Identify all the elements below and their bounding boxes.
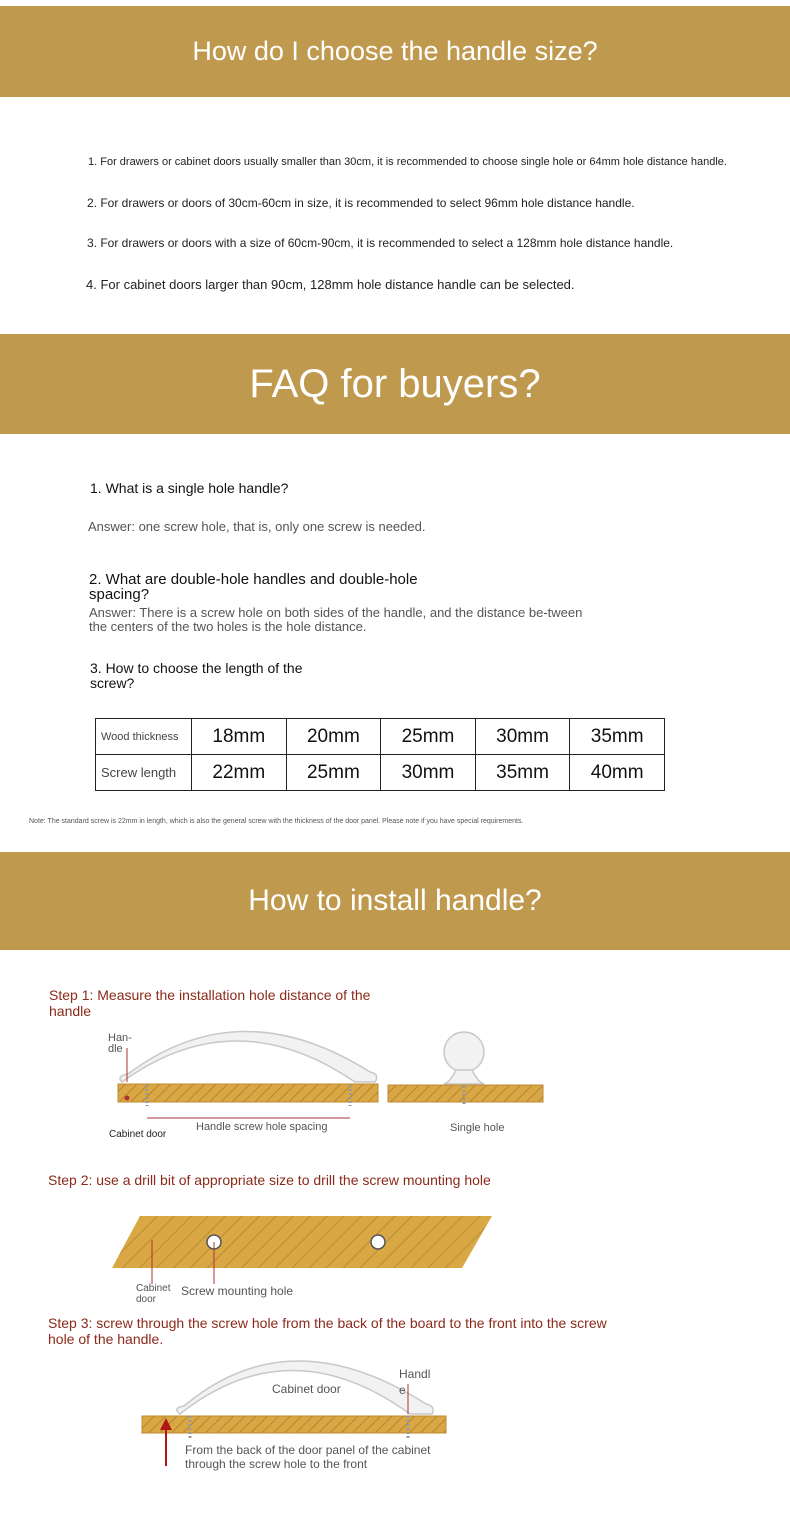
step2-hole-label: Screw mounting hole [181, 1284, 294, 1298]
step2-title: Step 2: use a drill bit of appropriate size to drill the screw mounting hole [48, 1172, 491, 1188]
knob-stem [444, 1070, 484, 1084]
step1-spacing-label: Handle screw hole spacing [196, 1121, 328, 1133]
size-section-title: How do I choose the handle size? [192, 36, 598, 66]
table-cell: 35mm [475, 755, 570, 791]
screw-length-table [95, 718, 665, 791]
table-cell: 25mm [286, 755, 381, 791]
table-cell: 30mm [475, 719, 570, 755]
cabinet-door-board [142, 1416, 446, 1433]
step3-title: Step 3: screw through the screw hole from the back of the board to the front into the screw hole of the handle. [48, 1315, 607, 1347]
step3-handle-label: Handl e [399, 1367, 431, 1397]
table-cell: 20mm [286, 719, 381, 755]
drilled-board [112, 1216, 492, 1268]
table-cell: 40mm [570, 755, 665, 791]
row-label: Screw length [96, 755, 192, 791]
table-row [96, 719, 665, 755]
step1-handle-label: Han-dle [108, 1032, 132, 1055]
size-item-2: 2. For drawers or doors of 30cm-60cm in size, it is recommended to select 96mm hole distance handle. [87, 196, 635, 210]
knob-shape [444, 1032, 484, 1072]
handle-shape [120, 1031, 377, 1082]
mounting-hole [371, 1235, 385, 1249]
step2-diagram [110, 1212, 495, 1272]
step2-door-label: Cabinet door [136, 1283, 171, 1305]
table-cell: 25mm [381, 719, 476, 755]
door-pointer-dot [125, 1096, 130, 1101]
step1-door-label: Cabinet door [109, 1129, 167, 1140]
cabinet-door-board [118, 1084, 378, 1102]
faq-question-2: 2. What are double-hole handles and double-hole spacing? [89, 571, 418, 603]
size-item-1: 1. For drawers or cabinet doors usually smaller than 30cm, it is recommended to choose single hole or 64mm hole distance handle. [88, 156, 727, 168]
size-item-3: 3. For drawers or doors with a size of 60cm-90cm, it is recommended to select a 128mm hole distance handle. [87, 236, 674, 250]
step3-back-label: From the back of the door panel of the cabinet through the screw hole to the front [185, 1443, 431, 1471]
faq-section-header [0, 334, 790, 434]
table-cell: 35mm [570, 719, 665, 755]
faq-section-title: FAQ for buyers? [249, 361, 541, 406]
step1-title: Step 1: Measure the installation hole distance of the handle [49, 987, 371, 1019]
table-cell: 18mm [192, 719, 287, 755]
faq-question-1: 1. What is a single hole handle? [90, 480, 289, 496]
install-section-header [0, 852, 790, 950]
size-item-4: 4. For cabinet doors larger than 90cm, 128mm hole distance handle can be selected. [86, 277, 575, 292]
step1-single-label: Single hole [450, 1122, 505, 1134]
faq-question-3: 3. How to choose the length of the screw? [90, 660, 303, 691]
step3-door-label: Cabinet door [272, 1382, 341, 1396]
table-cell: 22mm [192, 755, 287, 791]
table-row [96, 755, 665, 791]
size-section-header [0, 6, 790, 97]
faq-answer-2: Answer: There is a screw hole on both sides of the handle, and the distance be-tween the centers of the two holes is the hole distance. [89, 605, 583, 634]
table-cell: 30mm [381, 755, 476, 791]
row-label: Wood thickness [96, 719, 192, 755]
faq-answer-1: Answer: one screw hole, that is, only one screw is needed. [88, 519, 426, 534]
screw-note: Note: The standard screw is 22mm in length, which is also the general screw with the thickness of the door panel. Please note if you have special requirements. [29, 818, 524, 825]
install-section-title: How to install handle? [248, 884, 542, 917]
